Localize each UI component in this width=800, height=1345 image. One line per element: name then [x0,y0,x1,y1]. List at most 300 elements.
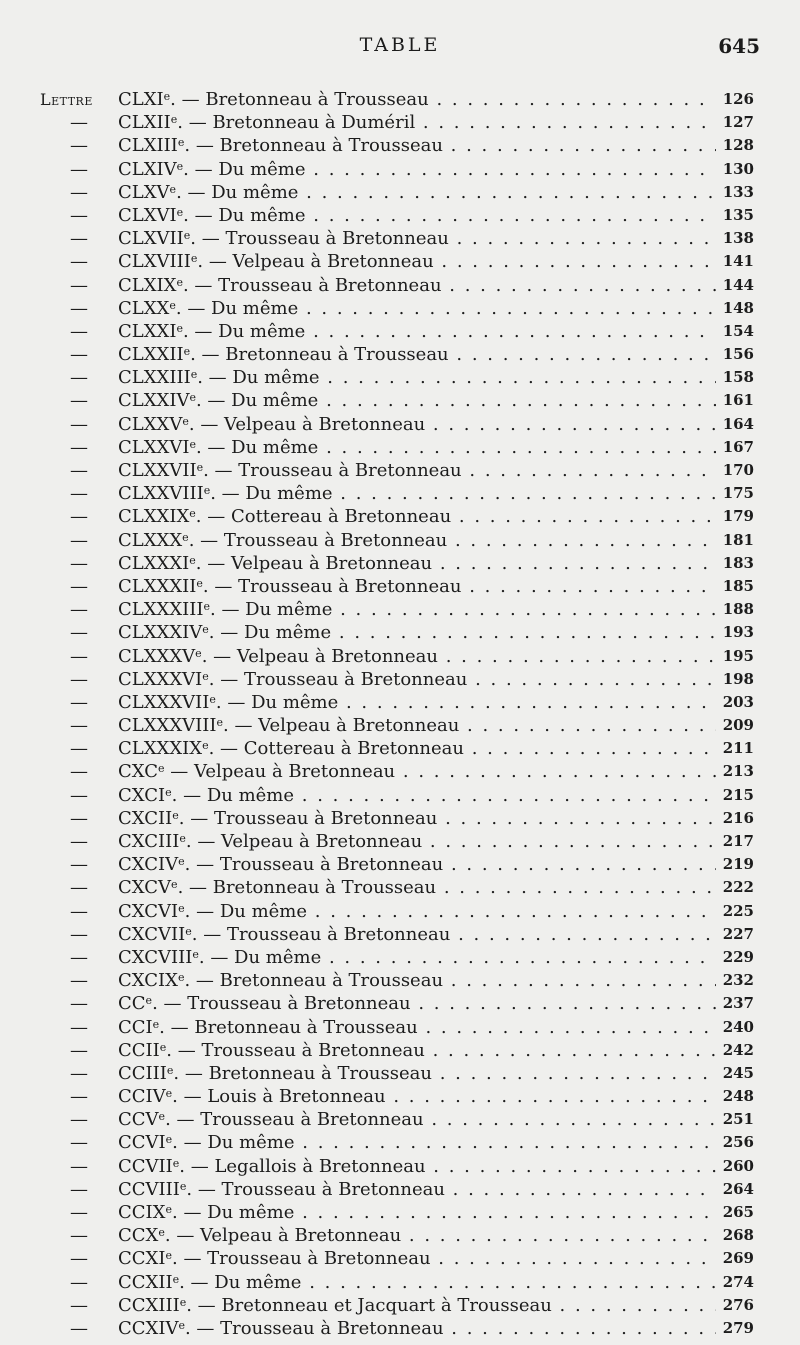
entry-page-number: 127 [722,113,754,132]
entry-page-number: 274 [722,1272,754,1291]
letter-number: CLXIV [118,158,177,180]
entry-page-number: 209 [722,716,754,735]
letter-number: CLXV [118,181,170,203]
entry-page-number: 135 [722,205,754,224]
toc-entry [0,1155,800,1178]
toc-entry [0,1131,800,1154]
letter-number: CCVI [118,1132,166,1154]
letter-number: CLXIX [118,274,177,296]
entry-description: . — Du même [183,158,306,180]
entry-title [118,134,716,157]
ordinal-suffix: e [176,205,184,219]
entry-description: . — Trousseau à Bretonneau [166,1039,425,1061]
letter-number: CXCV [118,877,172,899]
toc-entry [0,88,800,111]
toc-entry [0,1201,800,1224]
entry-title [118,505,716,528]
entry-description: . — Trousseau à Bretonneau [172,1248,431,1270]
ordinal-suffix: e [189,391,196,405]
toc-entry [0,482,800,505]
entry-description: — Velpeau à Bretonneau [164,761,396,783]
ditto-dash: — [70,135,88,157]
entry-description: . — Bretonneau à Trousseau [177,877,437,899]
toc-entry [0,366,800,389]
ditto-dash: — [70,1016,88,1038]
entry-description: . — Velpeau à Bretonneau [197,251,434,273]
ditto-dash: — [70,320,88,342]
letter-number: CXCI [118,784,166,806]
ditto-dash: — [70,946,88,968]
letter-number: CLXXVIII [118,483,204,505]
entry-description: . — Bretonneau à Trousseau [184,135,443,157]
toc-entry [0,830,800,853]
entry-title [118,1085,716,1108]
entry-description: . — Velpeau à Bretonneau [188,413,426,435]
letter-number: CCXI [118,1248,166,1270]
entry-description: . — Du même [176,181,299,203]
letter-number: CLXXIX [118,506,190,528]
entry-page-number: 126 [722,90,754,108]
ordinal-suffix: e [196,461,204,474]
ordinal-suffix: e [189,507,196,521]
ordinal-suffix: e [179,1179,187,1193]
entry-title [118,529,716,552]
ditto-dash: — [70,274,88,296]
entry-page-number: 260 [722,1156,754,1175]
ordinal-suffix: e [203,484,211,498]
entry-description: . — Du même [215,691,339,713]
ditto-dash: — [70,691,88,713]
ordinal-suffix: e [172,1272,180,1286]
entry-description: . — Du même [195,390,319,412]
entry-title [118,876,716,899]
entry-description: . — Du même [210,483,333,505]
letter-number: CLXXXIV [118,622,203,644]
ditto-dash: — [70,645,88,667]
entry-page-number: 193 [722,623,754,642]
entry-title [118,900,716,923]
toc-entry [0,1247,800,1270]
ordinal-suffix: e [179,1295,187,1309]
entry-description: . — Trousseau à Bretonneau [190,228,449,250]
entry-title [118,598,716,621]
letter-number: CXCIV [118,854,179,876]
ditto-dash: — [70,599,88,621]
entry-page-number: 242 [722,1040,754,1059]
letter-number: CLXXIII [118,367,191,389]
entry-title [118,297,716,320]
entry-title [118,853,716,876]
ordinal-suffix: e [178,901,185,915]
entry-description: . — Du même [197,367,320,389]
toc-entry [0,807,800,830]
entry-description: . — Bretonneau à Trousseau [190,344,449,366]
ordinal-suffix: e [171,878,178,892]
entry-title [118,389,716,412]
entry-description: . — Bretonneau à Trousseau [184,970,444,992]
ditto-dash: — [70,529,88,551]
letter-number: CLXX [118,297,170,319]
entry-page-number: 141 [722,252,754,271]
entry-title [118,459,716,482]
toc-entry [0,204,800,227]
letter-number: CLXXI [118,320,177,342]
entry-title [118,645,716,668]
ordinal-suffix: e [179,832,186,845]
ordinal-suffix: e [172,1156,180,1170]
letter-number: CLXVI [118,204,177,226]
ordinal-suffix: e [165,1087,173,1101]
ditto-dash: — [70,622,88,644]
entry-page-number: 227 [722,924,754,943]
ordinal-suffix: e [196,576,203,590]
ordinal-suffix: e [159,1040,167,1054]
entry-title [118,1062,716,1085]
letter-number: CLXXVI [118,436,190,458]
entry-page-number: 158 [722,368,754,387]
toc-entry [0,598,800,621]
entry-page-number: 133 [722,182,754,201]
letter-number: CCV [118,1109,159,1131]
ordinal-suffix: e [165,1249,172,1263]
entry-description: . — Velpeau à Bretonneau [164,1225,402,1247]
toc-entry [0,575,800,598]
ditto-dash: — [70,112,88,134]
entry-title [118,482,716,505]
toc-entry [0,1108,800,1131]
letter-number: CLXXXIX [118,738,203,760]
entry-title [118,1178,716,1201]
ditto-dash: — [70,460,88,481]
entry-title [118,621,716,644]
toc-entry [0,1224,800,1247]
toc-entry [0,714,800,737]
ordinal-suffix: e [169,182,177,196]
entry-description: . — Du même [183,204,306,226]
ditto-dash: — [70,807,88,829]
ordinal-suffix: e [203,600,211,614]
entry-page-number: 154 [722,321,754,340]
ditto-dash: — [70,1225,88,1247]
toc-entry [0,992,800,1015]
toc-entry [0,134,800,157]
page-header [0,34,800,62]
toc-entry [0,1016,800,1039]
ordinal-suffix: e [185,924,192,938]
ordinal-suffix: e [202,623,209,637]
entry-title [118,1039,716,1062]
ordinal-suffix: e [165,785,172,799]
entry-page-number: 225 [722,901,754,920]
ditto-dash: — [70,761,88,783]
entry-title [118,250,716,273]
ditto-dash: — [70,1248,88,1270]
toc-entry [0,343,800,366]
entry-title [118,320,716,343]
entry-page-number: 175 [722,484,754,503]
toc-entry [0,1178,800,1201]
entry-title [118,413,716,436]
ordinal-suffix: e [176,159,184,173]
ordinal-suffix: e [189,437,196,451]
entry-page-number: 203 [722,692,754,711]
entry-page-number: 185 [722,576,754,595]
ditto-dash: — [70,436,88,458]
entry-description: . — Du même [171,784,295,806]
entry-description: . — Trousseau à Bretonneau [191,923,451,945]
letter-number: CCI [118,1016,153,1038]
toc-entry [0,250,800,273]
toc-entry [0,436,800,459]
entry-title [118,575,716,598]
entry-title [118,946,716,969]
ordinal-suffix: e [183,345,191,359]
ordinal-suffix: e [178,855,185,869]
ordinal-suffix: e [177,136,185,150]
entry-page-number: 245 [722,1063,754,1082]
ordinal-suffix: e [190,252,198,266]
ditto-dash: — [70,413,88,435]
entry-description: . — Du même [172,1202,295,1223]
toc-entry [0,1271,800,1294]
entry-title [118,784,716,807]
entry-title [118,923,716,946]
ordinal-suffix: e [192,947,199,961]
letter-number: CLXXII [118,344,184,366]
ordinal-suffix: e [202,669,209,683]
ordinal-suffix: e [158,762,165,776]
entry-title [118,158,716,181]
toc-entry [0,621,800,644]
ditto-dash: — [70,970,88,992]
entry-title [118,181,716,204]
entry-description: . — Du même [182,320,306,342]
ditto-dash: — [70,297,88,319]
ordinal-suffix: e [172,808,179,822]
letter-number: CXCII [118,807,173,829]
ordinal-suffix: e [152,1017,160,1031]
ordinal-suffix: e [182,414,189,428]
ditto-dash: — [70,784,88,806]
letter-number: CCX [118,1225,159,1247]
ditto-dash: — [70,181,88,203]
toc-entry [0,784,800,807]
entry-page-number: 211 [722,739,754,758]
letter-number: CCII [118,1039,160,1061]
letter-number: CXCVII [118,923,186,945]
entry-title [118,274,716,297]
entry-page-number: 164 [722,414,754,433]
ordinal-suffix: e [145,994,153,1008]
toc-entry [0,529,800,552]
ordinal-suffix: e [189,553,196,567]
ordinal-suffix: e [183,229,191,243]
ditto-dash: — [70,158,88,180]
letter-number: CCXII [118,1271,173,1293]
entry-title [118,1016,716,1039]
entry-page-number: 251 [722,1110,754,1129]
entry-description: . — Bretonneau à Trousseau [170,89,429,110]
ditto-dash: — [70,1086,88,1108]
entry-title [118,366,716,389]
entry-page-number: 265 [722,1203,754,1221]
ditto-dash: — [70,1039,88,1061]
letter-number: CLXVII [118,228,184,250]
entry-page-number: 130 [722,159,754,178]
entry-description: . — Du même [210,599,333,621]
toc-entry [0,737,800,760]
entry-description: . — Velpeau à Bretonneau [195,552,433,574]
toc-entry [0,413,800,436]
entry-description: . — Velpeau à Bretonneau [185,831,423,852]
ordinal-suffix: e [165,1133,173,1147]
entry-page-number: 195 [722,646,754,665]
ordinal-suffix: e [190,368,198,382]
entry-page-number: 276 [722,1295,754,1314]
entry-description: . — Du même [208,622,332,644]
letter-number: CXCVIII [118,946,193,968]
entry-title [118,992,716,1015]
toc-entry [0,459,800,482]
letter-number: CLXXVII [118,460,197,481]
ordinal-suffix: e [216,716,224,730]
ordinal-suffix: e [178,1318,185,1332]
ordinal-suffix: e [158,1110,166,1124]
ordinal-suffix: e [209,692,216,706]
letter-number: CXCIII [118,831,180,852]
ditto-dash: — [70,715,88,737]
ordinal-suffix: e [182,530,189,544]
toc-entry [0,969,800,992]
entry-title [118,1108,716,1131]
entry-description: . — Du même [198,946,322,968]
toc-entry [0,552,800,575]
page-number: 645 [718,34,760,58]
entry-page-number: 222 [722,878,754,897]
entry-page-number: 213 [722,762,754,781]
entry-title [118,691,716,714]
entry-page-number: 219 [722,855,754,874]
entry-page-number: 268 [722,1226,754,1245]
entry-page-number: 248 [722,1087,754,1106]
entry-description: . — Bretonneau à Duméril [177,112,416,134]
letter-number: CLXIII [118,135,178,157]
entry-description: . — Cottereau à Bretonneau [195,506,452,528]
toc-entry [0,111,800,134]
toc-entry [0,923,800,946]
entry-page-number: 183 [722,553,754,572]
letter-number: CLXII [118,112,171,134]
ditto-dash: — [70,993,88,1015]
letter-number: CLXXXIII [118,599,204,621]
letter-number: CCIII [118,1062,167,1084]
toc-entry [0,876,800,899]
entry-title [118,88,716,111]
ordinal-suffix: e [169,298,176,312]
letter-number: CCIV [118,1086,166,1108]
ditto-dash: — [70,854,88,876]
ditto-dash: — [70,390,88,412]
entry-description: . — Trousseau à Bretonneau [184,854,444,876]
entry-page-number: 181 [722,530,754,549]
ditto-dash: — [70,367,88,389]
letter-number: CLXXX [118,529,183,551]
entry-title [118,204,716,227]
letter-number: CLXXXII [118,575,197,597]
toc-entry [0,227,800,250]
entry-description: . — Bretonneau à Trousseau [173,1062,432,1084]
entry-description: . — Trousseau à Bretonneau [188,529,448,551]
toc-entry [0,274,800,297]
toc-entry [0,1085,800,1108]
letter-number: CLXVIII [118,251,191,273]
entry-description: . — Cottereau à Bretonneau [208,738,464,760]
toc-entry [0,946,800,969]
letter-number: CCXIII [118,1294,180,1316]
entry-description: . — Du même [179,1271,302,1293]
ditto-dash: — [70,552,88,574]
entry-description: . — Du même [195,436,319,458]
entry-title [118,436,716,459]
ordinal-suffix: e [195,646,202,660]
ordinal-suffix: e [170,113,178,127]
entry-title [118,807,716,830]
toc-entry [0,505,800,528]
ordinal-suffix: e [202,739,209,753]
entry-title [118,668,716,691]
entry-page-number: 217 [722,832,754,850]
toc-entry [0,1062,800,1085]
entry-description: . — Trousseau à Bretonneau [203,460,462,481]
letter-number: CC [118,993,146,1015]
entry-title [118,1271,716,1294]
entry-page-number: 232 [722,971,754,990]
toc-entry [0,645,800,668]
toc-entry [0,320,800,343]
ditto-dash: — [70,1178,88,1200]
letter-number: CXCVI [118,900,179,922]
letter-number: CLXXV [118,413,183,435]
toc-entry [0,668,800,691]
toc-entry [0,853,800,876]
entry-page-number: 167 [722,437,754,456]
entry-title [118,969,716,992]
entry-page-number: 144 [722,275,754,294]
entry-title [118,1317,716,1340]
toc-entry [0,297,800,320]
entry-description: . — Du même [184,900,308,922]
letter-number: CLXXXVIII [118,715,217,737]
page-title: TABLE [359,34,441,56]
entry-page-number: 161 [722,391,754,410]
ditto-dash: — [70,1317,88,1339]
entry-description: . — Bretonneau et Jacquart à Trousseau [186,1294,552,1316]
toc-entry [0,389,800,412]
entry-description: . — Legallois à Bretonneau [179,1155,426,1177]
letter-number: CLXXXVII [118,691,210,713]
ditto-dash: — [70,1155,88,1177]
entry-description: . — Velpeau à Bretonneau [201,645,438,667]
entry-page-number: 188 [722,600,754,619]
letter-number: CCVIII [118,1178,180,1200]
entry-page-number: 170 [722,461,754,479]
toc-entry [0,900,800,923]
entry-page-number: 156 [722,345,754,364]
ditto-dash: — [70,1202,88,1223]
ordinal-suffix: e [158,1226,165,1240]
ditto-dash: — [70,483,88,505]
ditto-dash: — [70,1294,88,1316]
